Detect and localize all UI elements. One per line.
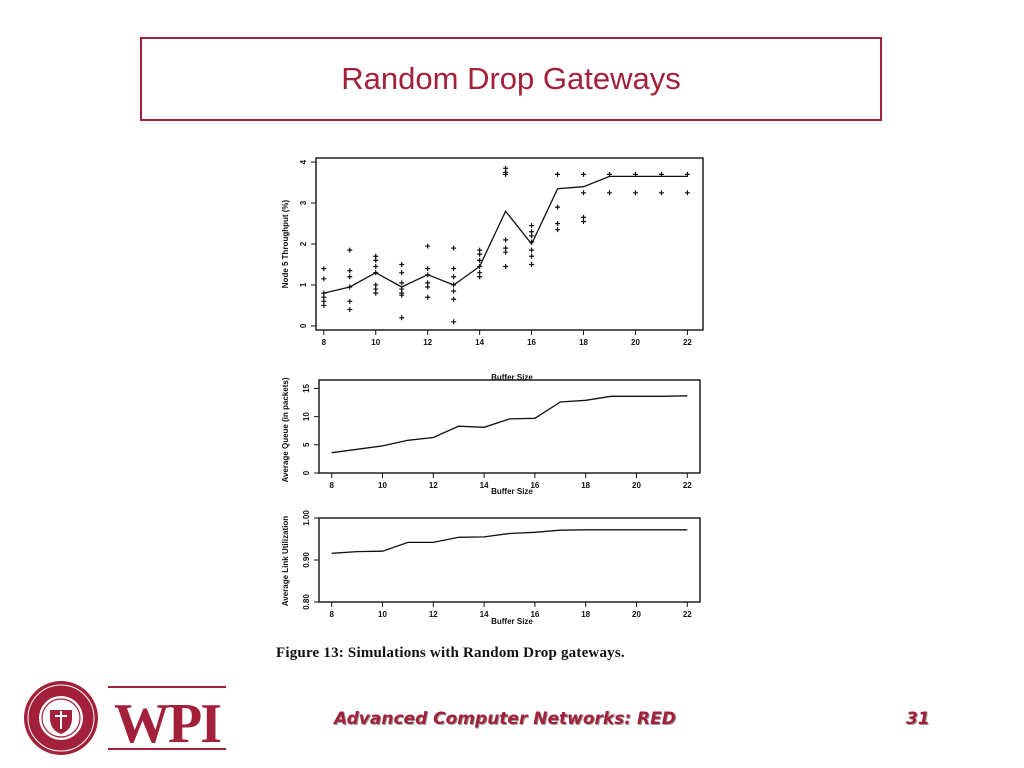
util-plot-frame bbox=[319, 518, 700, 602]
util-y-tick-label: 1.00 bbox=[302, 510, 311, 526]
throughput-x-tick-label: 18 bbox=[579, 338, 588, 347]
throughput-data-point bbox=[529, 254, 534, 259]
throughput-data-point bbox=[607, 190, 612, 195]
throughput-data-point bbox=[373, 258, 378, 263]
throughput-y-tick-label: 2 bbox=[299, 241, 308, 247]
throughput-data-point bbox=[633, 190, 638, 195]
util-y-axis-label: Average Link Utilization bbox=[281, 515, 290, 607]
throughput-x-tick-label: 16 bbox=[527, 338, 537, 347]
queue-x-tick-label: 18 bbox=[581, 481, 591, 490]
figure-caption: Figure 13: Simulations with Random Drop gateways. bbox=[276, 645, 625, 661]
throughput-y-tick-label: 1 bbox=[299, 282, 308, 288]
throughput-data-point bbox=[321, 303, 326, 308]
throughput-series-line bbox=[324, 176, 688, 293]
wpi-logo bbox=[22, 680, 232, 758]
queue-y-tick-label: 10 bbox=[302, 412, 311, 422]
throughput-y-tick-label: 0 bbox=[299, 323, 308, 329]
queue-y-tick-label: 0 bbox=[302, 470, 311, 476]
throughput-x-tick-label: 8 bbox=[321, 338, 327, 347]
throughput-data-point bbox=[373, 291, 378, 296]
queue-y-axis-label: Average Queue (in packets) bbox=[281, 377, 290, 483]
queue-x-tick-label: 10 bbox=[378, 481, 387, 490]
throughput-data-point bbox=[373, 264, 378, 269]
throughput-plot-frame bbox=[316, 158, 703, 330]
queue-y-tick-label: 15 bbox=[302, 384, 311, 393]
throughput-data-point bbox=[425, 244, 430, 249]
throughput-x-tick-label: 12 bbox=[423, 338, 433, 347]
util-x-tick-label: 8 bbox=[329, 610, 334, 619]
throughput-x-axis-label: Buffer Size bbox=[491, 373, 533, 382]
queue-x-tick-label: 16 bbox=[530, 481, 540, 490]
slide-title: Random Drop Gateways bbox=[341, 61, 681, 96]
queue-x-axis-label: Buffer Size bbox=[491, 487, 533, 496]
link-util-chart bbox=[281, 510, 700, 626]
throughput-data-point bbox=[581, 219, 586, 224]
queue-series-line bbox=[332, 396, 688, 453]
throughput-data-point bbox=[477, 252, 482, 257]
util-x-tick-label: 18 bbox=[581, 610, 591, 619]
throughput-data-point bbox=[321, 276, 326, 281]
util-series-line bbox=[332, 530, 688, 554]
util-y-tick-label: 0.80 bbox=[302, 594, 311, 610]
throughput-data-point bbox=[659, 190, 664, 195]
throughput-x-tick-label: 14 bbox=[475, 338, 485, 347]
throughput-data-point bbox=[685, 190, 690, 195]
throughput-data-point bbox=[555, 205, 560, 210]
throughput-data-point bbox=[503, 264, 508, 269]
throughput-data-point bbox=[399, 280, 404, 285]
throughput-data-point bbox=[555, 221, 560, 226]
util-x-tick-label: 10 bbox=[378, 610, 387, 619]
throughput-x-tick-label: 10 bbox=[371, 338, 381, 347]
throughput-data-point bbox=[399, 270, 404, 275]
throughput-data-point bbox=[425, 285, 430, 290]
util-x-tick-label: 22 bbox=[682, 610, 692, 619]
throughput-data-point bbox=[425, 266, 430, 271]
queue-x-tick-label: 20 bbox=[632, 481, 641, 490]
throughput-data-point bbox=[581, 190, 586, 195]
throughput-x-tick-label: 22 bbox=[682, 338, 692, 347]
title-box bbox=[140, 37, 882, 121]
throughput-y-tick-label: 4 bbox=[299, 159, 308, 165]
throughput-y-tick-label: 3 bbox=[299, 200, 308, 206]
throughput-data-point bbox=[555, 227, 560, 232]
svg-text:WPI: WPI bbox=[114, 693, 220, 755]
throughput-data-point bbox=[529, 223, 534, 228]
throughput-data-point bbox=[347, 268, 352, 273]
util-x-tick-label: 12 bbox=[428, 610, 438, 619]
queue-x-tick-label: 22 bbox=[682, 481, 692, 490]
footer-course-title: Advanced Computer Networks: RED bbox=[334, 709, 676, 729]
util-x-tick-label: 16 bbox=[530, 610, 540, 619]
throughput-data-point bbox=[451, 297, 456, 302]
util-x-tick-label: 20 bbox=[632, 610, 641, 619]
util-x-axis-label: Buffer Size bbox=[491, 617, 533, 626]
throughput-chart bbox=[281, 158, 703, 382]
throughput-data-point bbox=[581, 172, 586, 177]
wpi-seal-icon bbox=[24, 681, 98, 755]
queue-x-tick-label: 14 bbox=[479, 481, 489, 490]
throughput-data-point bbox=[555, 172, 560, 177]
queue-x-tick-label: 12 bbox=[428, 481, 438, 490]
throughput-data-point bbox=[529, 262, 534, 267]
throughput-data-point bbox=[451, 266, 456, 271]
throughput-data-point bbox=[451, 289, 456, 294]
throughput-x-tick-label: 20 bbox=[631, 338, 640, 347]
queue-x-tick-label: 8 bbox=[329, 481, 334, 490]
throughput-data-point bbox=[451, 274, 456, 279]
throughput-data-point bbox=[477, 274, 482, 279]
page-number: 31 bbox=[906, 709, 930, 729]
throughput-data-point bbox=[399, 315, 404, 320]
throughput-data-point bbox=[451, 319, 456, 324]
throughput-data-point bbox=[399, 262, 404, 267]
throughput-data-point bbox=[347, 248, 352, 253]
throughput-data-point bbox=[321, 266, 326, 271]
queue-plot-frame bbox=[319, 380, 700, 473]
throughput-data-point bbox=[503, 237, 508, 242]
throughput-data-point bbox=[503, 250, 508, 255]
figure bbox=[272, 148, 712, 636]
throughput-data-point bbox=[425, 295, 430, 300]
throughput-data-point bbox=[347, 307, 352, 312]
queue-y-tick-label: 5 bbox=[302, 442, 311, 448]
util-y-tick-label: 0.90 bbox=[302, 552, 311, 568]
avg-queue-chart bbox=[281, 377, 700, 496]
throughput-data-point bbox=[347, 274, 352, 279]
throughput-data-point bbox=[529, 248, 534, 253]
throughput-data-point bbox=[347, 299, 352, 304]
wpi-wordmark bbox=[108, 686, 226, 755]
throughput-y-axis-label: Node 5 Throughput (%) bbox=[281, 199, 290, 289]
util-x-tick-label: 14 bbox=[479, 610, 489, 619]
throughput-data-point bbox=[451, 246, 456, 251]
throughput-data-point bbox=[529, 233, 534, 238]
